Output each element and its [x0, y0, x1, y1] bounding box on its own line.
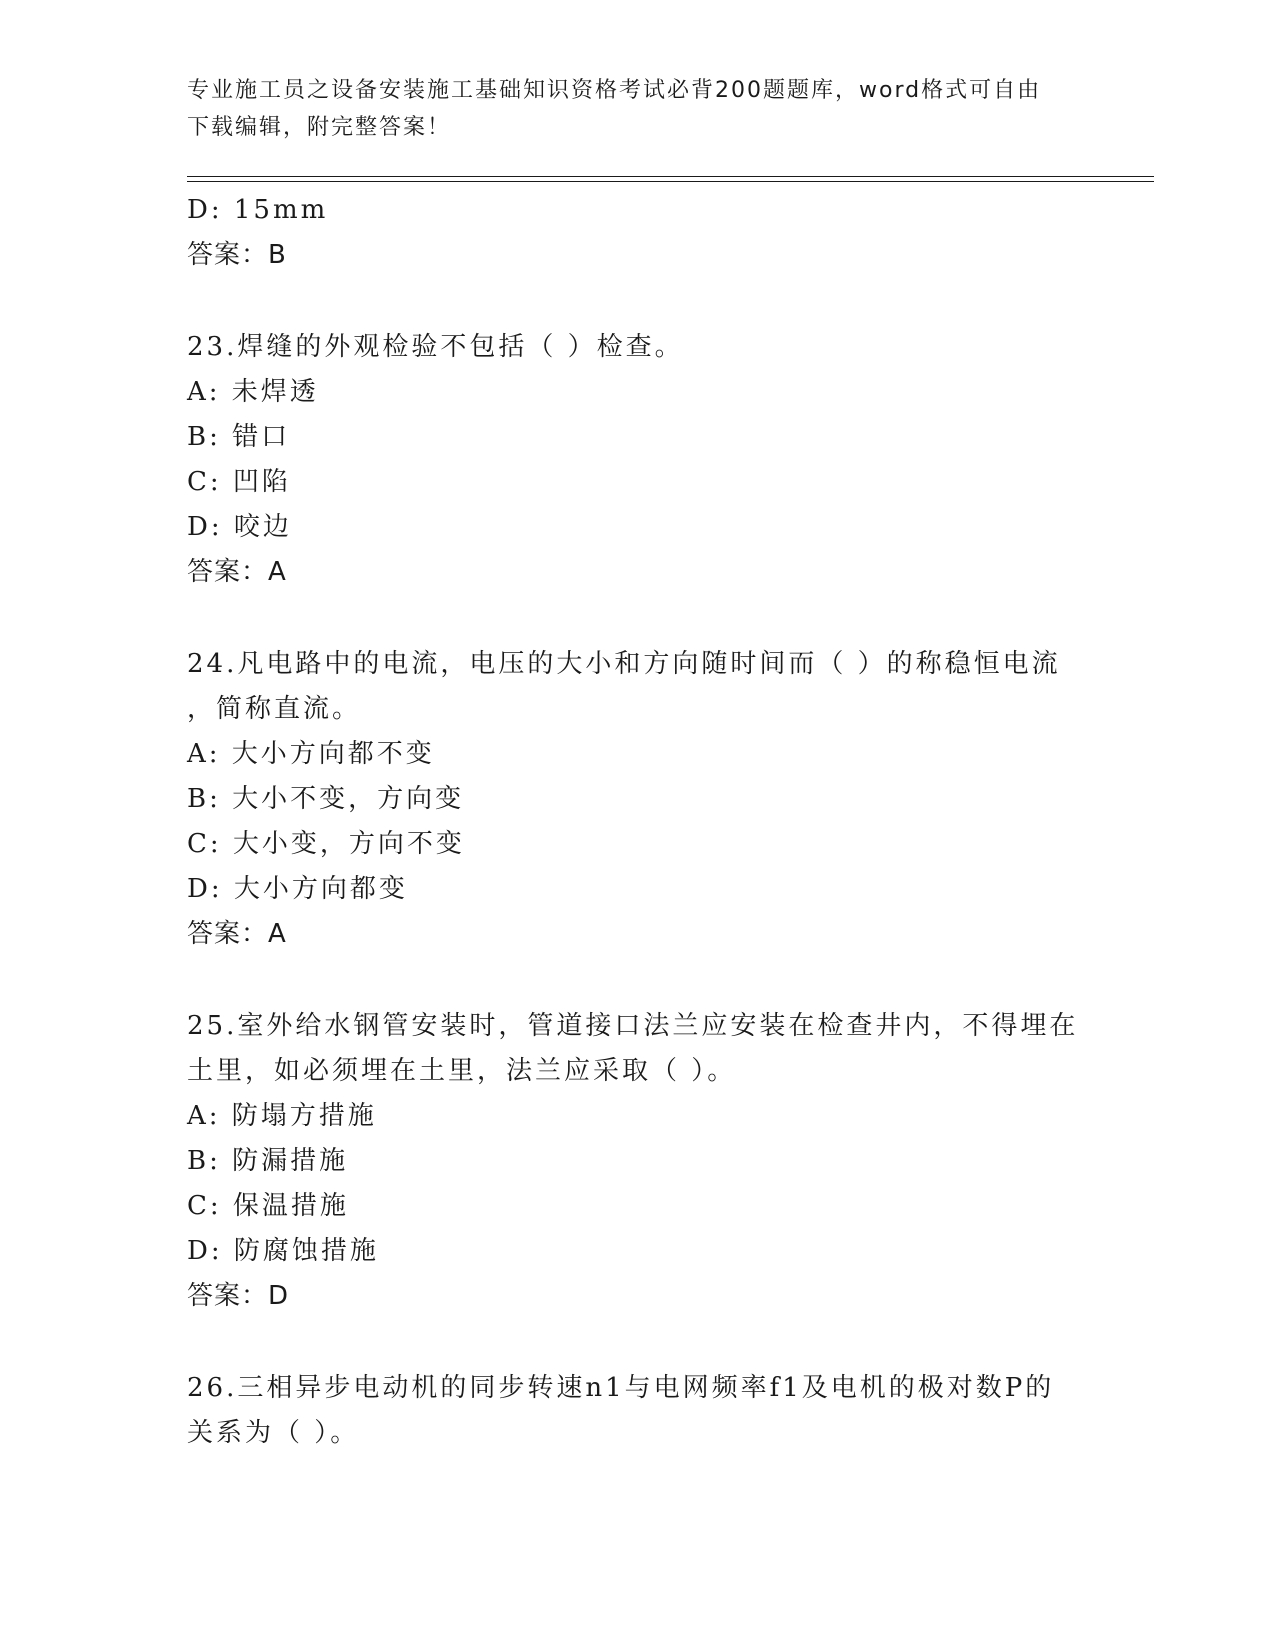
header-rule-bottom: [187, 181, 1154, 182]
prev-answer: 答案：B: [187, 240, 287, 270]
option-c: C: 凹陷: [187, 467, 291, 497]
option-d: D: 防腐蚀措施: [187, 1236, 379, 1266]
answer: 答案：A: [187, 557, 287, 587]
option-b: B: 错口: [187, 422, 291, 452]
question-text-line-1: 26.三相异步电动机的同步转速n1与电网频率f1及电机的极对数P的: [187, 1373, 1055, 1403]
question-25: [187, 1004, 1087, 1319]
question-23: [187, 325, 1087, 595]
question-text: 23.焊缝的外观检验不包括（ ）检查。: [187, 332, 684, 362]
question-24: [187, 642, 1087, 957]
question-26: [187, 1366, 1087, 1456]
option-a: A: 大小方向都不变: [187, 739, 435, 769]
option-d: D: 大小方向都变: [187, 874, 408, 904]
header-rule-top: [187, 176, 1154, 177]
header-line-1: 专业施工员之设备安装施工基础知识资格考试必背200题题库，word格式可自由: [187, 78, 1042, 103]
question-text-line-1: 24.凡电路中的电流，电压的大小和方向随时间而（ ）的称稳恒电流: [187, 649, 1061, 679]
option-b: B: 大小不变，方向变: [187, 784, 465, 814]
document-header: [187, 72, 1087, 146]
option-b: B: 防漏措施: [187, 1146, 349, 1176]
answer: 答案：A: [187, 919, 287, 949]
question-list: [187, 188, 1087, 1456]
option-d: D: 咬边: [187, 512, 292, 542]
answer: 答案：D: [187, 1281, 290, 1311]
header-line-2: 下载编辑，附完整答案！: [187, 115, 452, 140]
question-text-line-2: 关系为（ ）。: [187, 1418, 360, 1448]
prev-option-d: D: 15mm: [187, 195, 329, 225]
question-text-line-1: 25.室外给水钢管安装时，管道接口法兰应安装在检查井内，不得埋在: [187, 1011, 1079, 1041]
question-text-line-2: ，简称直流。: [187, 694, 362, 724]
question-text-line-2: 土里，如必须埋在土里，法兰应采取（ ）。: [187, 1056, 737, 1086]
option-a: A: 未焊透: [187, 377, 319, 407]
option-c: C: 保温措施: [187, 1191, 349, 1221]
option-a: A: 防塌方措施: [187, 1101, 377, 1131]
option-c: C: 大小变，方向不变: [187, 829, 465, 859]
